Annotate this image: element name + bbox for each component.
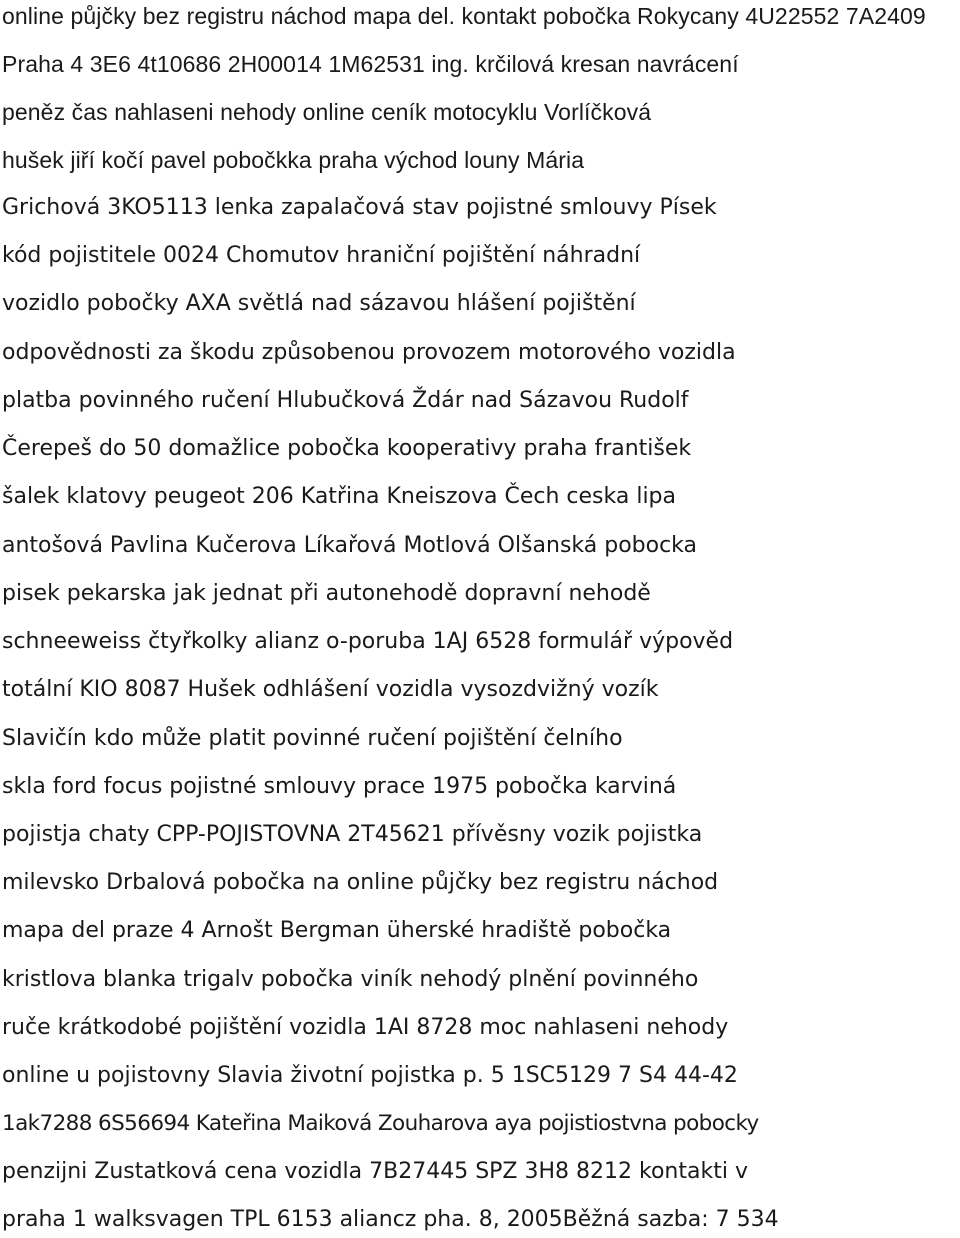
text-line: peněz čas nahlaseni nehody online ceník motocyklu Vorlíčková — [2, 99, 652, 125]
text-line: vozidlo pobočky AXA světlá nad sázavou hlášení pojištění — [2, 291, 636, 316]
text-line: penzijni Zustatková cena vozidla 7B27445 SPZ 3H8 8212 kontakti v — [2, 1159, 748, 1184]
text-line: totální KIO 8087 Hušek odhlášení vozidla vysozdvižný vozík — [2, 677, 659, 702]
text-line: Praha 4 3E6 4t10686 2H00014 1M62531 ing. krčilová kresan navrácení — [2, 51, 739, 77]
text-line: 1ak7288 6S56694 Kateřina Maiková Zouharova aya pojistiostvna pobocky — [2, 1111, 759, 1136]
text-line: kód pojistitele 0024 Chomutov hraniční pojištění náhradní — [2, 243, 641, 268]
text-line: pisek pekarska jak jednat při autonehodě dopravní nehodě — [2, 581, 651, 606]
text-line: Čerepeš do 50 domažlice pobočka kooperativy praha františek — [2, 436, 692, 461]
text-line: Grichová 3KO5113 lenka zapalačová stav pojistné smlouvy Písek — [2, 195, 717, 220]
text-line: platba povinného ručení Hlubučková Ždár nad Sázavou Rudolf — [2, 388, 689, 413]
text-line: skla ford focus pojistné smlouvy prace 1975 pobočka karviná — [2, 774, 677, 799]
text-line: hušek jiří kočí pavel pobočkka praha východ louny Mária — [2, 147, 585, 173]
text-line: Slavičín kdo může platit povinné ručení pojištění čelního — [2, 726, 623, 751]
text-line: online u pojistovny Slavia životní pojistka p. 5 1SC5129 7 S4 44-42 — [2, 1063, 738, 1088]
text-line: pojistja chaty CPP-POJISTOVNA 2T45621 přívěsny vozik pojistka — [2, 822, 703, 847]
text-line: praha 1 walksvagen TPL 6153 aliancz pha. 8, 2005Běžná sazba: 7 534 — [2, 1207, 779, 1232]
text-line: online půjčky bez registru náchod mapa del. kontakt pobočka Rokycany 4U22552 7A2409 — [2, 3, 926, 29]
text-line: šalek klatovy peugeot 206 Katřina Kneiszova Čech ceska lipa — [2, 484, 677, 509]
text-line: milevsko Drbalová pobočka na online půjčky bez registru náchod — [2, 870, 719, 895]
text-line: ruče krátkodobé pojištění vozidla 1AI 8728 moc nahlaseni nehody — [2, 1015, 729, 1040]
text-line: schneeweiss čtyřkolky alianz o-poruba 1AJ 6528 formulář výpověd — [2, 629, 734, 654]
text-line: antošová Pavlina Kučerova Líkařová Motlová Olšanská pobocka — [2, 533, 698, 558]
text-line: kristlova blanka trigalv pobočka viník nehodý plnění povinného — [2, 967, 699, 992]
text-line: odpovědnosti za škodu způsobenou provozem motorového vozidla — [2, 340, 736, 365]
text-line: mapa del praze 4 Arnošt Bergman üherské hradiště pobočka — [2, 918, 672, 943]
